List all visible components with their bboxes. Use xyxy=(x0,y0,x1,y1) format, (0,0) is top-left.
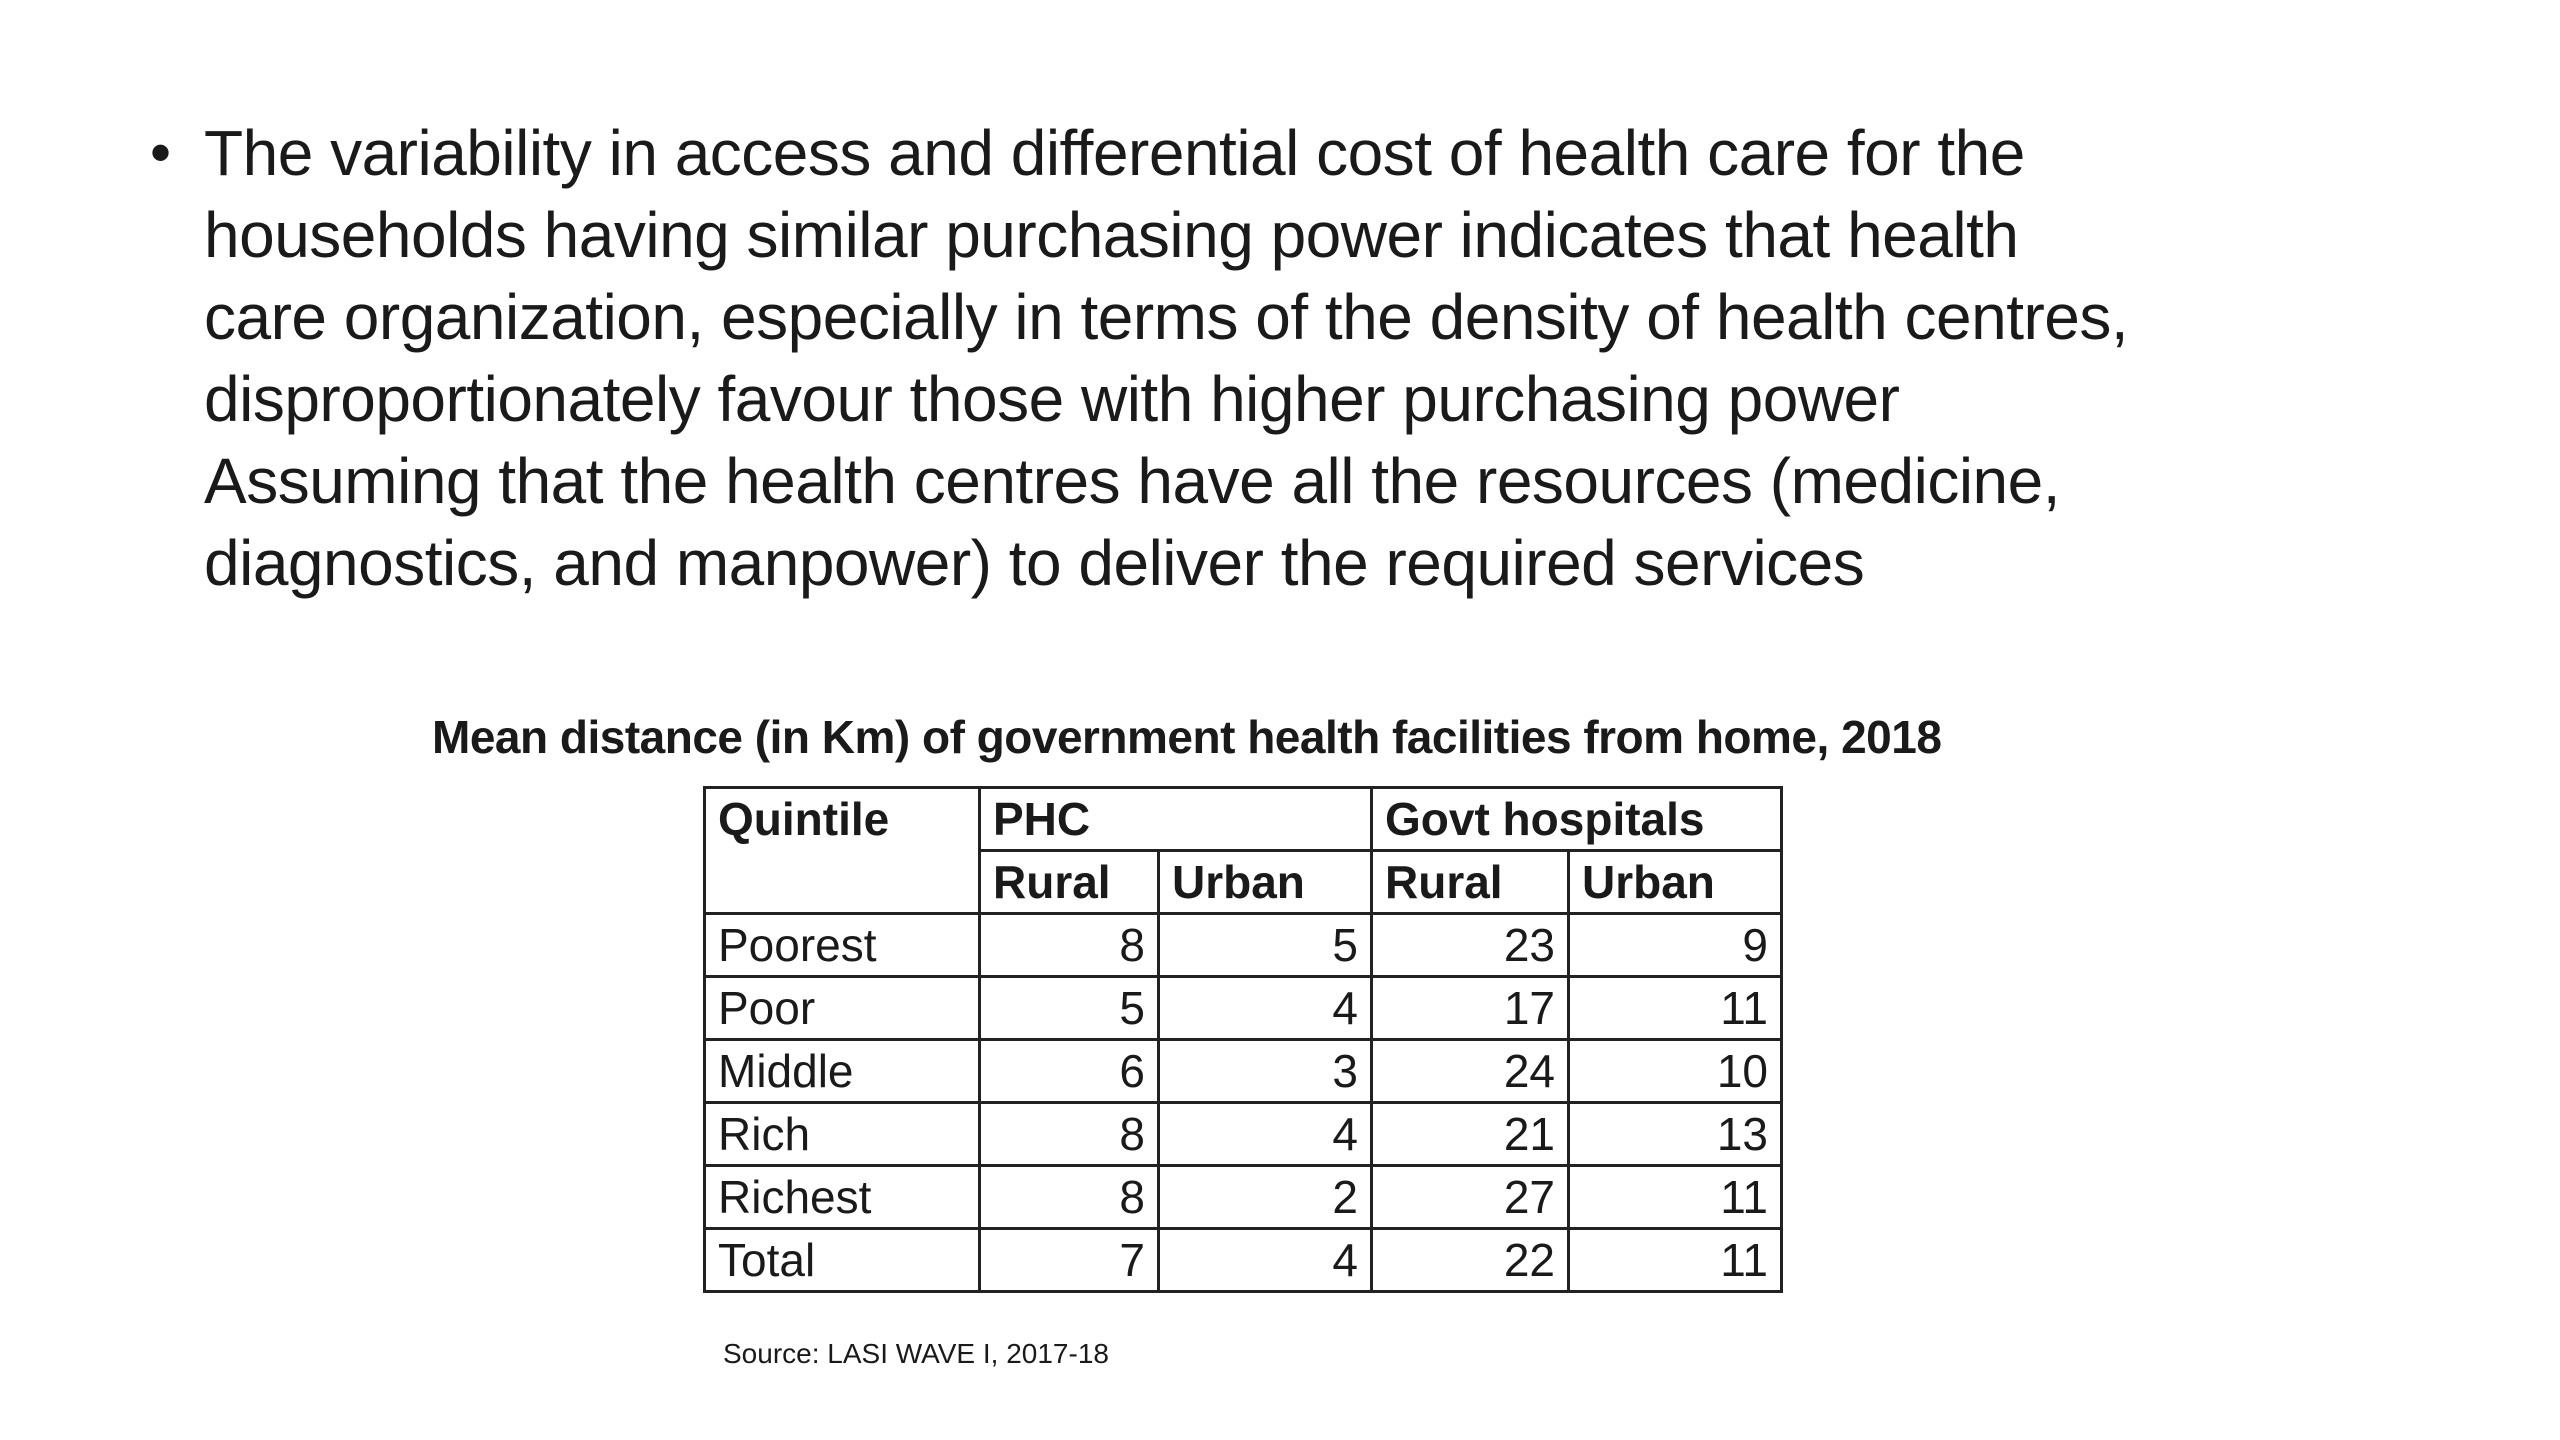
quintile-cell: Rich xyxy=(705,1103,980,1166)
table-row xyxy=(705,914,1782,977)
phc-urban-cell: 5 xyxy=(1159,914,1372,977)
bullet-paragraph xyxy=(150,112,2400,604)
header-phc-rural: Rural xyxy=(980,851,1159,914)
table-row xyxy=(705,977,1782,1040)
bullet-dot-icon: • xyxy=(150,119,172,186)
gh-urban-cell: 11 xyxy=(1569,1229,1782,1292)
gh-urban-cell: 10 xyxy=(1569,1040,1782,1103)
gh-rural-cell: 21 xyxy=(1372,1103,1569,1166)
table-header-row xyxy=(705,788,1782,851)
header-phc: PHC xyxy=(980,788,1372,851)
phc-rural-cell: 7 xyxy=(980,1229,1159,1292)
quintile-cell: Poor xyxy=(705,977,980,1040)
table-row xyxy=(705,1229,1782,1292)
phc-urban-cell: 4 xyxy=(1159,977,1372,1040)
gh-rural-cell: 24 xyxy=(1372,1040,1569,1103)
gh-urban-cell: 11 xyxy=(1569,977,1782,1040)
bullet-line: disproportionately favour those with higher purchasing power xyxy=(204,363,1900,435)
phc-urban-cell: 3 xyxy=(1159,1040,1372,1103)
phc-rural-cell: 5 xyxy=(980,977,1159,1040)
gh-rural-cell: 23 xyxy=(1372,914,1569,977)
table-row xyxy=(705,1103,1782,1166)
quintile-cell: Total xyxy=(705,1229,980,1292)
table-title: Mean distance (in Km) of government health facilities from home, 2018 xyxy=(432,711,1942,763)
header-quintile: Quintile xyxy=(705,788,980,914)
quintile-cell: Poorest xyxy=(705,914,980,977)
gh-urban-cell: 11 xyxy=(1569,1166,1782,1229)
gh-rural-cell: 22 xyxy=(1372,1229,1569,1292)
bullet-line: The variability in access and differential cost of health care for the xyxy=(204,117,2025,189)
bullet-line: diagnostics, and manpower) to deliver the required services xyxy=(204,527,1865,599)
table-source-note: Source: LASI WAVE I, 2017-18 xyxy=(723,1338,1109,1369)
bullet-line: care organization, especially in terms of the density of health centres, xyxy=(204,281,2129,353)
header-phc-urban: Urban xyxy=(1159,851,1372,914)
phc-rural-cell: 8 xyxy=(980,914,1159,977)
phc-urban-cell: 4 xyxy=(1159,1229,1372,1292)
header-gh-rural: Rural xyxy=(1372,851,1569,914)
gh-rural-cell: 27 xyxy=(1372,1166,1569,1229)
bullet-text xyxy=(204,112,2128,604)
table-row xyxy=(705,1040,1782,1103)
gh-urban-cell: 13 xyxy=(1569,1103,1782,1166)
gh-urban-cell: 9 xyxy=(1569,914,1782,977)
quintile-cell: Richest xyxy=(705,1166,980,1229)
bullet-line: Assuming that the health centres have all the resources (medicine, xyxy=(204,445,2060,517)
table-row xyxy=(705,1166,1782,1229)
phc-rural-cell: 6 xyxy=(980,1040,1159,1103)
quintile-cell: Middle xyxy=(705,1040,980,1103)
phc-rural-cell: 8 xyxy=(980,1103,1159,1166)
gh-rural-cell: 17 xyxy=(1372,977,1569,1040)
header-gh-urban: Urban xyxy=(1569,851,1782,914)
header-govt-hospitals: Govt hospitals xyxy=(1372,788,1782,851)
phc-urban-cell: 2 xyxy=(1159,1166,1372,1229)
phc-urban-cell: 4 xyxy=(1159,1103,1372,1166)
distance-table xyxy=(703,786,1783,1293)
bullet-line: households having similar purchasing power indicates that health xyxy=(204,199,2019,271)
phc-rural-cell: 8 xyxy=(980,1166,1159,1229)
